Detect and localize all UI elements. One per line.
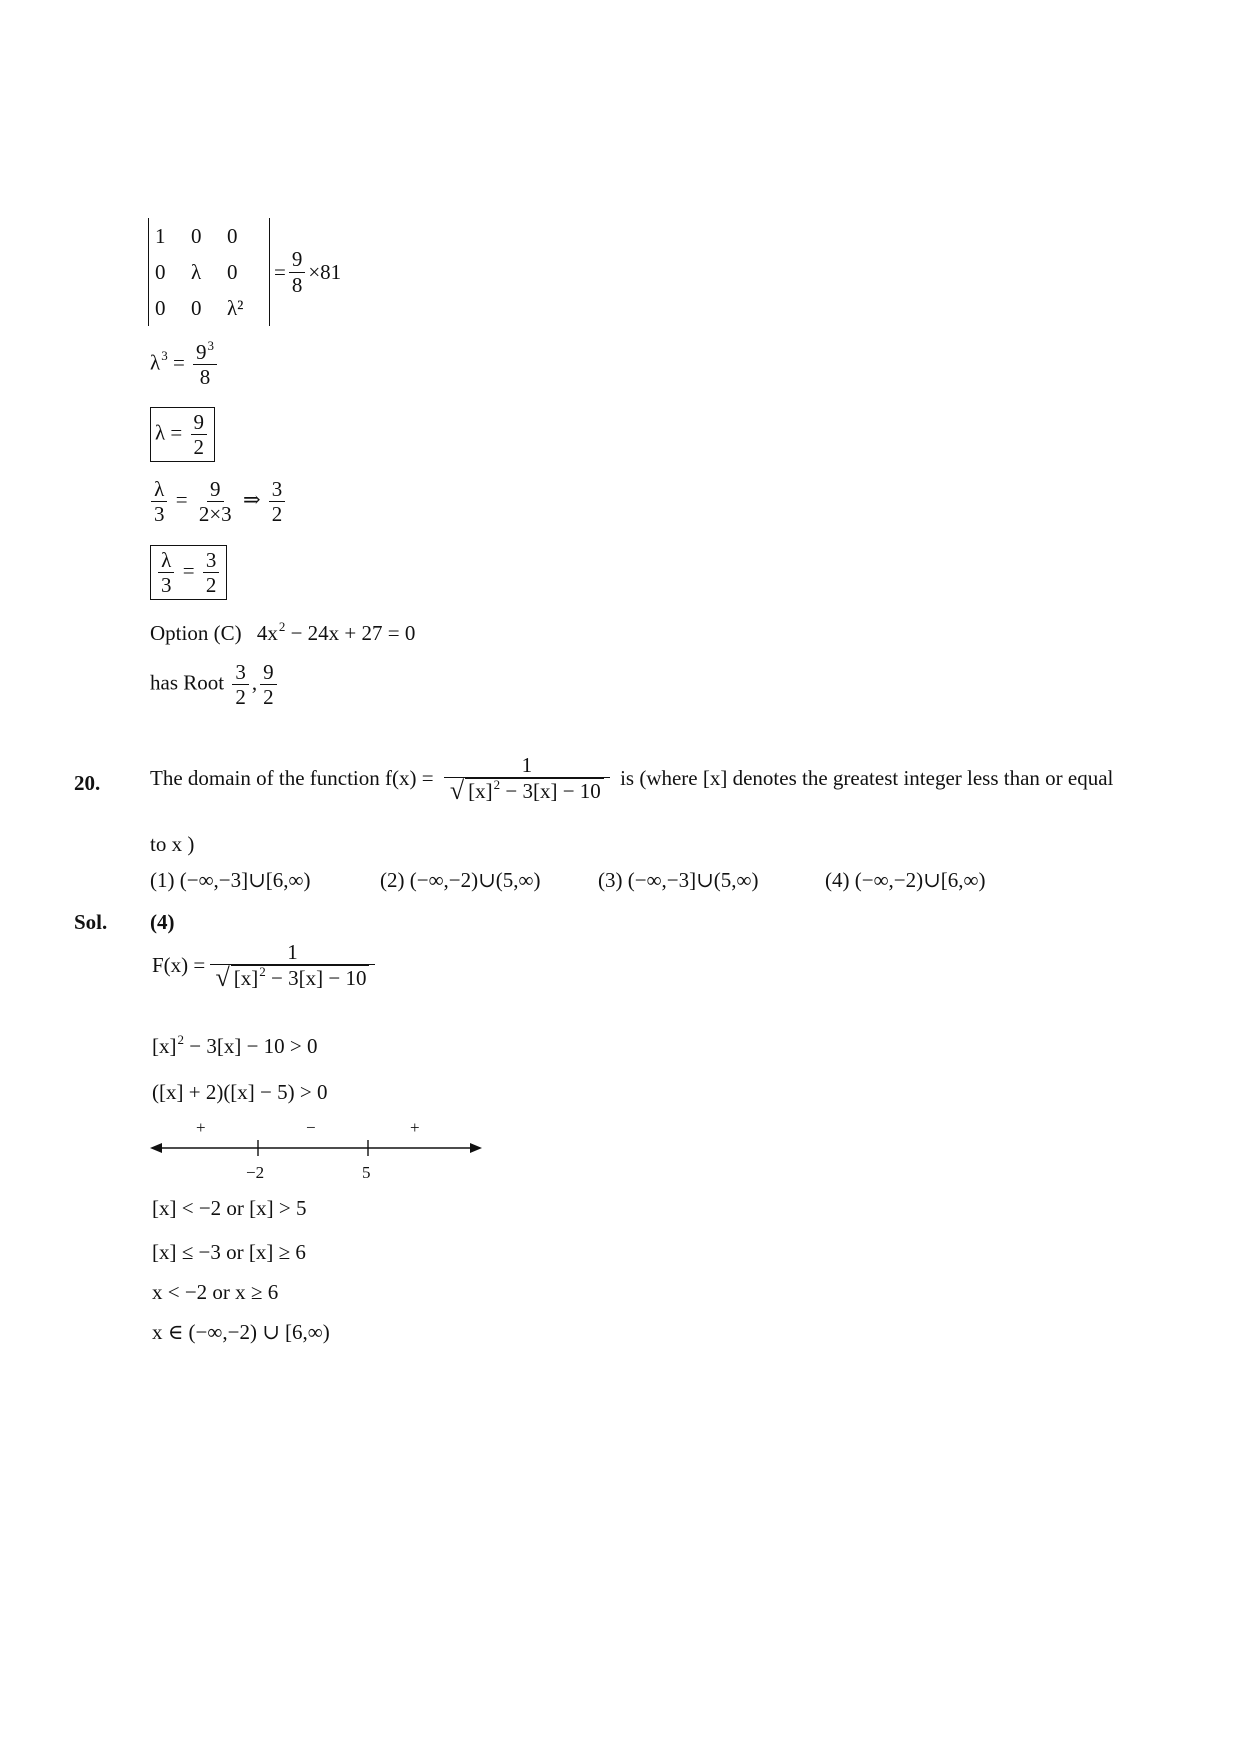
solution-answer: (4) <box>150 910 175 934</box>
option-2: (2) (−∞,−2)∪(5,∞) <box>380 868 541 892</box>
determinant <box>148 218 341 326</box>
number-line-right-arrow <box>470 1143 482 1153</box>
inequality-step-4: [x] ≤ −3 or [x] ≥ 6 <box>152 1240 306 1264</box>
final-domain: x ∈ (−∞,−2) ∪ [6,∞) <box>152 1320 330 1344</box>
det-cell: 0 <box>155 259 166 284</box>
number-line-sign: − <box>306 1118 316 1137</box>
inequality-step-1: $[x]^2 - 3[x] - 10 > 0$ <box>152 1032 318 1058</box>
solution-label: Sol. <box>74 910 108 934</box>
det-cell: 0 <box>191 223 202 248</box>
option-4: (4) (−∞,−2)∪[6,∞) <box>825 868 986 892</box>
det-cell: λ² <box>227 295 244 320</box>
determinant-equation <box>148 218 341 326</box>
number-line-sign: + <box>410 1118 420 1137</box>
det-cell: 0 <box>227 223 238 248</box>
det-cell: 1 <box>155 223 166 248</box>
det-cell: 0 <box>191 295 202 320</box>
inequality-step-3: [x] < −2 or [x] > 5 <box>152 1196 307 1220</box>
lambda-cubed-fraction: $\frac{9^3}{8}$ <box>193 340 217 389</box>
question-fraction: 1 √ $[x]^2 - 3[x] - 10$ <box>447 753 607 804</box>
function-definition: F(x) = 1 √ $[x]^2 - 3[x] - 10$ <box>152 940 375 991</box>
number-line-point: −2 <box>246 1163 265 1182</box>
roots-line: has Root $\frac{3}{2}$ , $\frac{9}{2}$ <box>150 660 280 709</box>
option-3: (3) (−∞,−3]∪(5,∞) <box>598 868 759 892</box>
number-line-sign: + <box>196 1118 206 1137</box>
lambda-cubed-line: $\lambda^3$ = $\frac{9^3}{8}$ <box>150 340 220 389</box>
det-cell: 0 <box>227 259 238 284</box>
det-rhs-multiplier: ×81 <box>308 259 342 284</box>
option-c-line: Option (C) $4x^2 - 24x + 27 = 0$ <box>150 619 416 645</box>
question-number: 20. <box>74 771 101 795</box>
lambda-over-three-boxed: $\frac{\lambda}{3}$ = $\frac{3}{2}$ <box>150 545 227 600</box>
det-rhs-fraction: $\frac{9}{8}$ <box>289 247 306 296</box>
option-1: (1) (−∞,−3]∪[6,∞) <box>150 868 311 892</box>
inequality-step-2: ([x] + 2)([x] − 5) > 0 <box>152 1080 328 1104</box>
question-text: The domain of the function f(x) = 1 √ $[x]^2 - 3[x] - 10$ is (where [x] denotes the greatest integer less than or equal <box>150 753 1114 806</box>
det-cell: 0 <box>155 295 166 320</box>
number-line-left-arrow <box>150 1143 162 1153</box>
question-text-continued: to x ) <box>150 832 195 856</box>
number-line-point: 5 <box>362 1163 371 1182</box>
det-cell: λ <box>191 259 202 284</box>
inequality-step-5: x < −2 or x ≥ 6 <box>152 1280 279 1304</box>
det-equals: = <box>274 259 286 284</box>
lambda-over-three-line: $\frac{\lambda}{3}$ = $\frac{9}{2\times 3}$ ⇒ $\frac{3}{2}$ <box>148 477 288 526</box>
number-line <box>148 1118 488 1188</box>
lambda-boxed-result: λ = $\frac{9}{2}$ <box>150 407 215 462</box>
